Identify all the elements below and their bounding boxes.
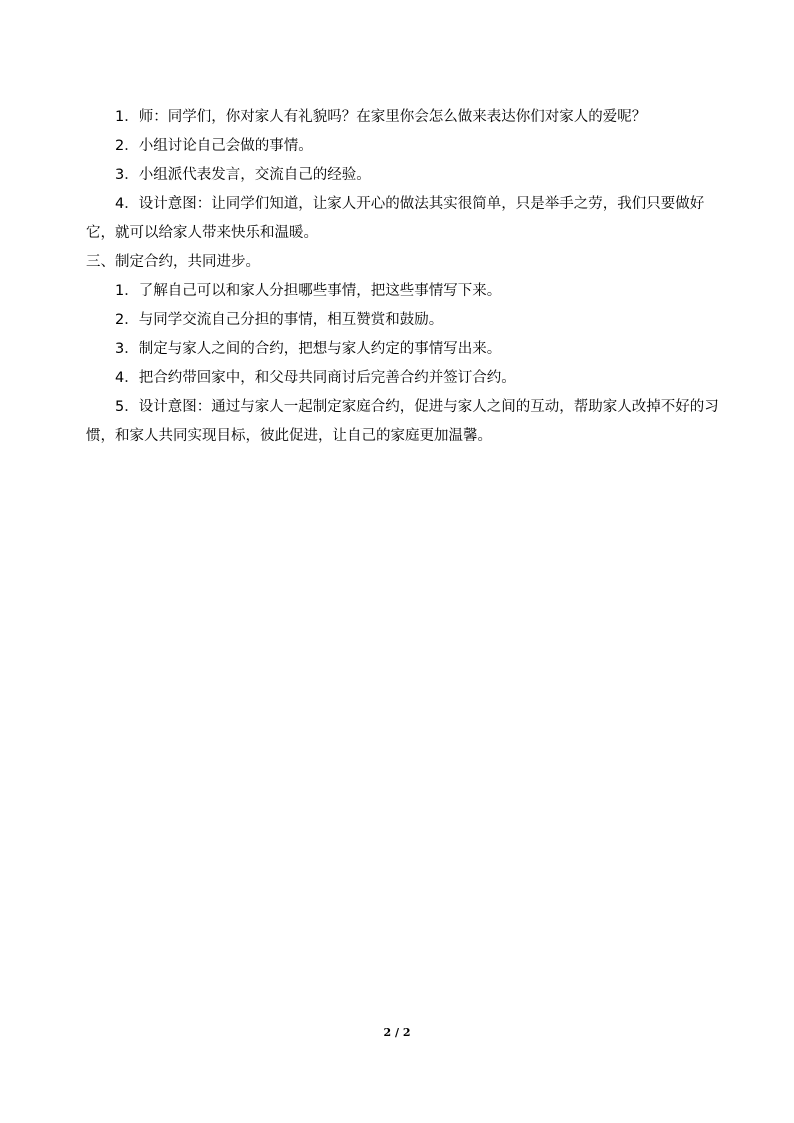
paragraph-step-2: 2．小组讨论自己会做的事情。 <box>115 138 313 154</box>
paragraph-section3-step-3: 3．制定与家人之间的合约，把想与家人约定的事情写出来。 <box>115 341 502 357</box>
paragraph-design-intent-2: 5．设计意图：通过与家人一起制定家庭合约，促进与家人之间的互动，帮助家人改掉不好的习惯，和家人共同实现目标，彼此促进，让自己的家庭更加温馨。 <box>86 399 719 444</box>
paragraph-section3-step-1: 1．了解自己可以和家人分担哪些事情，把这些事情写下来。 <box>115 283 502 299</box>
section-heading-3: 三、制定合约，共同进步。 <box>86 254 260 270</box>
paragraph-section3-step-4: 4．把合约带回家中，和父母共同商讨后完善合约并签订合约。 <box>115 370 516 386</box>
paragraph-step-3: 3．小组派代表发言，交流自己的经验。 <box>115 167 371 183</box>
page-number: 2 / 2 <box>383 1026 411 1039</box>
document-body <box>86 103 722 451</box>
paragraph-section3-step-2: 2．与同学交流自己分担的事情，相互赞赏和鼓励。 <box>115 312 444 328</box>
paragraph-design-intent-1: 4．设计意图：让同学们知道，让家人开心的做法其实很简单，只是举手之劳，我们只要做好它，就可以给家人带来快乐和温暖。 <box>86 196 705 241</box>
paragraph-step-1: 1．师：同学们，你对家人有礼貌吗？在家里你会怎么做来表达你们对家人的爱呢？ <box>115 109 647 125</box>
